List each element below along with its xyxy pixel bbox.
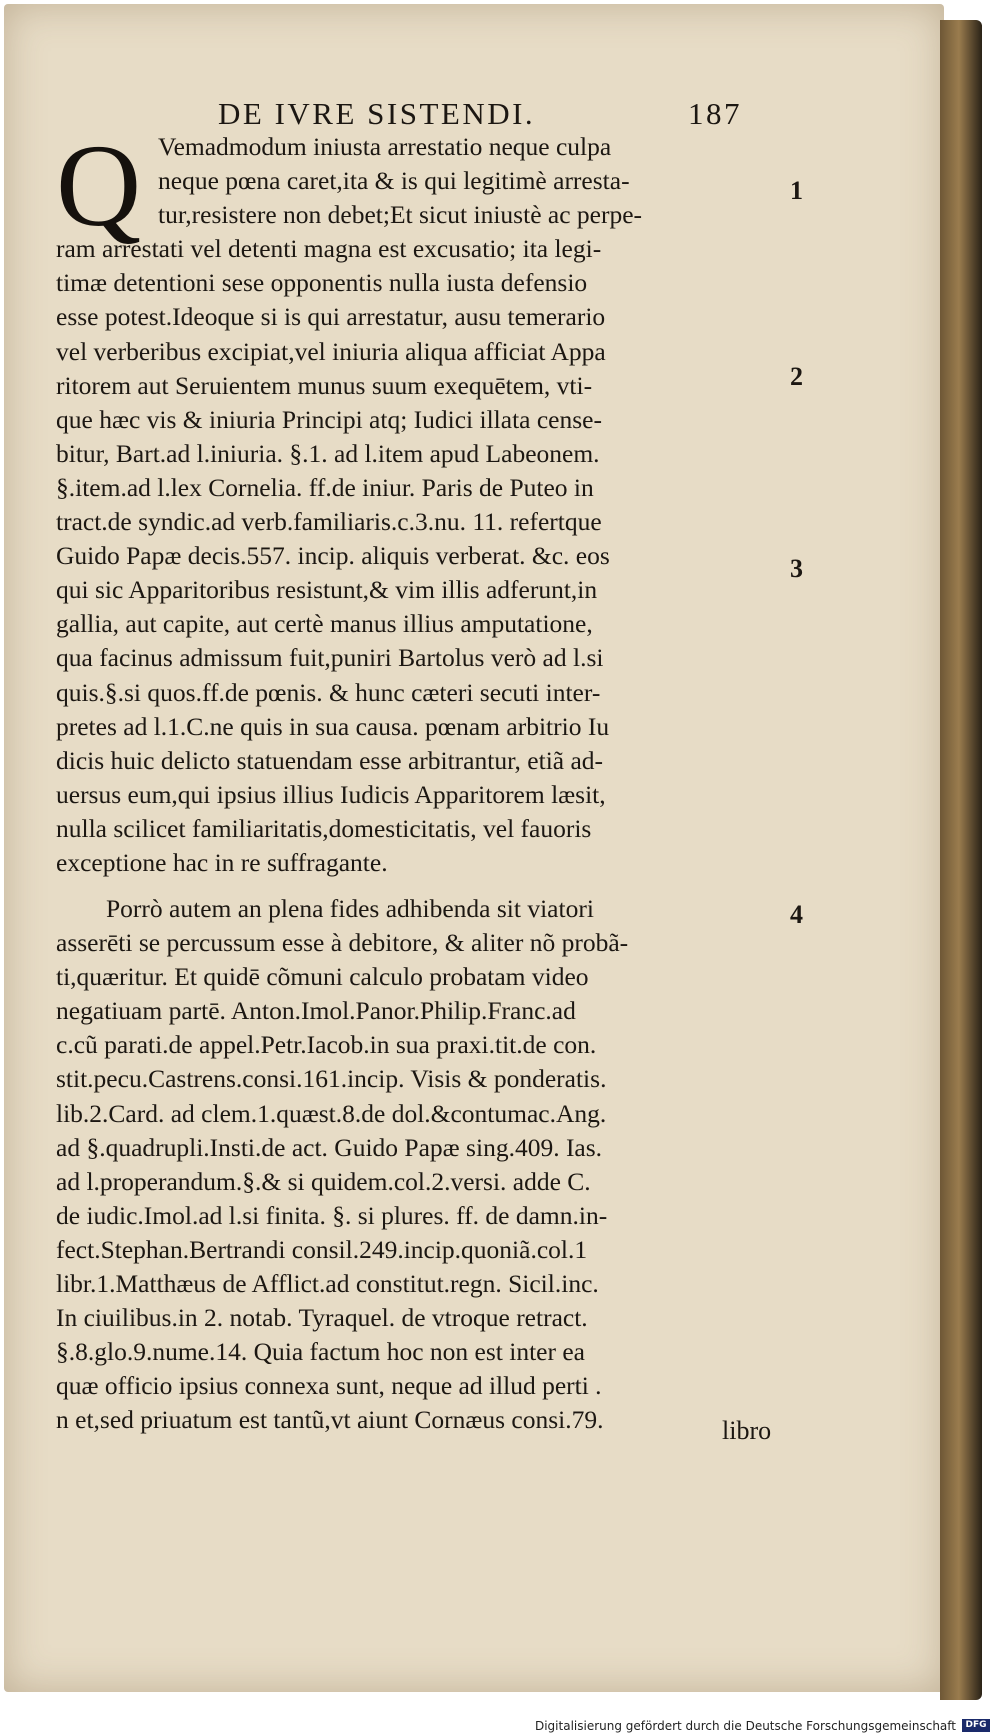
text-line: gallia, aut capite, aut certè manus illius amputatione, <box>56 609 593 639</box>
marginal-number-2: 2 <box>790 362 803 391</box>
text-line: nulla scilicet familiaritatis,domesticitatis, vel fauoris <box>56 813 592 843</box>
text-line: §.item.ad l.lex Cornelia. ff.de iniur. Paris de Puteo in <box>56 472 594 502</box>
text-line: neque pœna caret,ita & is qui legitimè arresta- <box>158 166 630 196</box>
page-edge <box>940 20 982 1700</box>
text-line: tur,resistere non debet;Et sicut iniustè ac perpe- <box>158 200 643 230</box>
text-line: timæ detentioni sese opponentis nulla iusta defensio <box>56 268 588 298</box>
text-line: libr.1.Matthæus de Afflict.ad constitut.regn. Sicil.inc. <box>56 1269 599 1299</box>
text-line: de iudic.Imol.ad l.si finita. §. si plures. ff. de damn.in- <box>56 1200 608 1230</box>
text-line: qui sic Apparitoribus resistunt,& vim illis adferunt,in <box>56 575 598 605</box>
text-line: pretes ad l.1.C.ne quis in sua causa. pœnam arbitrio Iu <box>56 711 610 741</box>
funding-credit: Digitalisierung gefördert durch die Deutsche Forschungsgemeinschaft <box>534 1719 956 1733</box>
page-number: 187 <box>688 96 742 131</box>
text-line: c.cũ parati.de appel.Petr.Iacob.in sua praxi.tit.de con. <box>56 1030 597 1060</box>
text-line: negatiuam partē. Anton.Imol.Panor.Philip.Franc.ad <box>56 996 576 1026</box>
text-line: tract.de syndic.ad verb.familiaris.c.3.nu. 11. refertque <box>56 507 602 537</box>
text-line: ad l.properandum.§.& si quidem.col.2.versi. adde C. <box>56 1166 591 1196</box>
paragraph-1 <box>56 120 643 880</box>
text-line: vel verberibus excipiat,vel iniuria aliqua afficiat Appa <box>56 336 606 366</box>
text-line: ram arrestati vel detenti magna est excusatio; ita legi- <box>56 234 602 264</box>
text-line: qua facinus admissum fuit,puniri Bartolus verò ad l.si <box>56 643 604 673</box>
marginal-number-3: 3 <box>790 554 803 583</box>
paragraph-2 <box>56 892 628 1438</box>
text-line: ad §.quadrupli.Insti.de act. Guido Papæ sing.409. Ias. <box>56 1132 603 1162</box>
dfg-logo-icon: DFG <box>962 1719 990 1732</box>
text-line: esse potest.Ideoque si is qui arrestatur, ausu temerario <box>56 302 606 332</box>
marginal-number-4: 4 <box>790 900 803 929</box>
text-line: que hæc vis & iniuria Principi atq; Iudici illata cense- <box>56 404 602 434</box>
text-line: exceptione hac in re suffragante. <box>56 847 388 877</box>
text-line: ritorem aut Seruientem munus suum exequētem, vti- <box>56 370 593 400</box>
text-line: quæ officio ipsius connexa sunt, neque ad illud perti . <box>56 1371 602 1401</box>
text-line: Porrò autem an plena fides adhibenda sit viatori <box>106 894 594 923</box>
marginal-number-1: 1 <box>790 176 803 205</box>
text-line: asserēti se percussum esse à debitore, & aliter nõ probã- <box>56 928 629 958</box>
catchword: libro <box>722 1416 772 1445</box>
drop-cap: Q <box>56 120 142 251</box>
text-line: §.8.glo.9.nume.14. Quia factum hoc non est inter ea <box>56 1337 585 1367</box>
text-line: ti,quæritur. Et quidē cõmuni calculo probatam video <box>56 962 589 992</box>
text-line: fect.Stephan.Bertrandi consil.249.incip.quoniã.col.1 <box>56 1234 588 1264</box>
footer-bar <box>0 1716 996 1736</box>
text-line: quis.§.si quos.ff.de pœnis. & hunc cæteri secuti inter- <box>56 677 601 707</box>
text-line: stit.pecu.Castrens.consi.161.incip. Visis & ponderatis. <box>56 1064 607 1094</box>
text-line: uersus eum,qui ipsius illius Iudicis Apparitorem læsit, <box>56 779 606 809</box>
running-title: DE IVRE SISTENDI. <box>218 96 536 131</box>
text-line: Guido Papæ decis.557. incip. aliquis verberat. &c. eos <box>56 541 610 571</box>
text-line: In ciuilibus.in 2. notab. Tyraquel. de vtroque retract. <box>56 1303 588 1333</box>
text-line: Vemadmodum iniusta arrestatio neque culpa <box>158 132 612 161</box>
text-line: dicis huic delicto statuendam esse arbitrantur, etiã ad- <box>56 745 604 775</box>
text-line: lib.2.Card. ad clem.1.quæst.8.de dol.&contumac.Ang. <box>56 1098 607 1128</box>
text-line: n et,sed priuatum est tantũ,vt aiunt Cornæus consi.79. <box>56 1405 604 1435</box>
text-line: bitur, Bart.ad l.iniuria. §.1. ad l.item apud Labeonem. <box>56 438 600 468</box>
